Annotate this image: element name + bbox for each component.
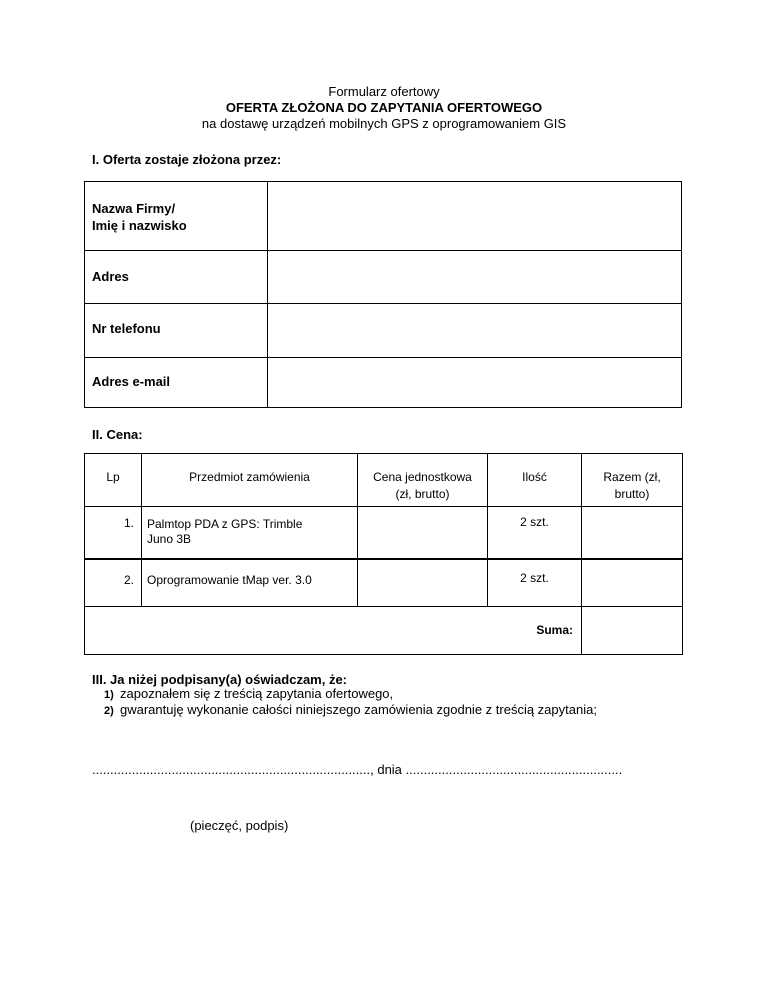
declaration-item-2 [104, 702, 597, 719]
declaration-item-2-text: gwarantuję wykonanie całości niniejszego zamówienia zgodnie z treścią zapytania; [120, 702, 597, 717]
col-header-item: Przedmiot zamówienia [189, 470, 310, 484]
declaration-item-1-number: 1) [104, 689, 114, 701]
email-label: Adres e-mail [92, 374, 171, 389]
col-header-lp: Lp [106, 470, 120, 484]
row-1-item: Palmtop PDA z GPS: Trimble Juno 3B [147, 517, 303, 546]
row-2-lp: 2. [123, 573, 134, 587]
page-title: OFERTA ZŁOŻONA DO ZAPYTANIA OFERTOWEGO [225, 100, 543, 115]
phone-field[interactable] [268, 304, 681, 357]
col-header-total: Razem (zł, brutto) [603, 470, 661, 501]
row-1-qty: 2 szt. [520, 515, 549, 529]
email-field[interactable] [268, 358, 681, 407]
price-table [84, 453, 683, 655]
page-subtitle: na dostawę urządzeń mobilnych GPS z oprogramowaniem GIS [201, 116, 567, 131]
signature-caption: (pieczęć, podpis) [190, 818, 289, 833]
section-1-title: I. Oferta zostaje złożona przez: [92, 152, 282, 167]
row-2-total-field[interactable] [582, 560, 682, 606]
offeror-table [84, 181, 682, 408]
row-2-qty: 2 szt. [520, 571, 549, 585]
declaration-item-2-number: 2) [104, 705, 114, 717]
row-1-unit-price-field[interactable] [358, 507, 487, 558]
declaration-item-1-text: zapoznałem się z treścią zapytania ofertowego, [120, 686, 394, 701]
declaration-item-1 [104, 686, 393, 703]
company-name-field[interactable] [268, 182, 681, 250]
row-1-lp: 1. [123, 516, 134, 530]
sum-total-field[interactable] [582, 607, 682, 654]
row-1-total-field[interactable] [582, 507, 682, 558]
col-header-unit-price: Cena jednostkowa (zł, brutto) [373, 470, 472, 501]
col-header-qty: Ilość [522, 470, 547, 484]
address-field[interactable] [268, 251, 681, 303]
section-3-title: III. Ja niżej podpisany(a) oświadczam, że: [92, 672, 348, 687]
sum-label: Suma: [536, 623, 573, 637]
address-label: Adres [92, 269, 129, 284]
signature-place-date-line[interactable]: ............................................................................., dnia ............................................................ [92, 762, 623, 777]
phone-label: Nr telefonu [92, 321, 161, 336]
row-2-unit-price-field[interactable] [358, 560, 487, 606]
section-2-title: II. Cena: [92, 427, 143, 442]
form-type-title: Formularz ofertowy [328, 84, 440, 99]
company-name-label: Nazwa Firmy/ Imię i nazwisko [92, 201, 187, 233]
row-2-item: Oprogramowanie tMap ver. 3.0 [147, 573, 312, 587]
